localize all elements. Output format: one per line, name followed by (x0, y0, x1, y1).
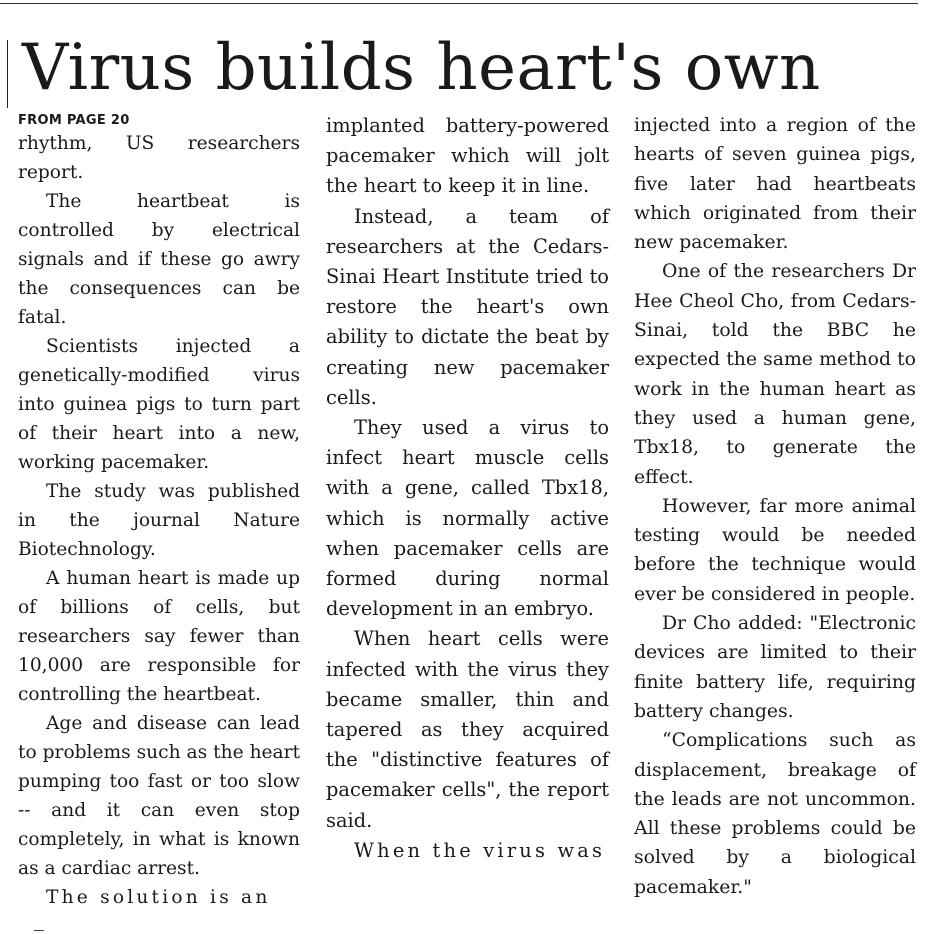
paragraph: A human heart is made up of billions of cells, but researchers say fewer than 10,000 are responsible for controlling the heartbeat. (18, 568, 300, 705)
paragraph: Scientists injected a genetically-modified virus into guinea pigs to turn part of their heart into a new, working pacemaker. (18, 336, 300, 473)
paragraph: “Complications such as displacement, breakage of the leads are not uncommon. All these problems could be solved by a biological pacemaker." (634, 730, 916, 898)
paragraph: The study was published in the journal Nature Biotechnology. (18, 481, 300, 560)
paragraph: However, far more animal testing would be needed before the technique would ever be considered in people. (634, 495, 916, 605)
paragraph: Dr Cho added: "Electronic devices are limited to their finite battery life, requiring battery changes. (634, 613, 916, 722)
paragraph: implanted battery-powered pacemaker which will jolt the heart to keep it in line. (326, 114, 609, 198)
paragraph: When the virus was (354, 838, 606, 862)
bottom-rule (34, 930, 44, 931)
paragraph: One of the researchers Dr Hee Cheol Cho, from Cedars-Sinai, told the BBC he expected the same method to work in the human heart as they used a human gene, Tbx18, to generate the effect. (634, 261, 916, 488)
paragraph: The heartbeat is controlled by electrical signals and if these go awry the consequences can be fatal. (18, 191, 300, 328)
paragraph: rhythm, US researchers report. (18, 133, 300, 183)
paragraph: The solution is an (46, 887, 271, 908)
headline: Virus builds heart's own (22, 31, 821, 105)
paragraph: When heart cells were infected with the virus they became smaller, thin and tapered as they acquired the "distinctive features of pacemaker cells", the report said. (326, 627, 609, 832)
paragraph: Age and disease can lead to problems such as the heart pumping too fast or too slow -- and it can even stop completely, in what is known as a cardiac arrest. (18, 713, 300, 879)
column-1 (18, 111, 300, 912)
column-3 (634, 111, 916, 902)
headline-rule (7, 40, 8, 108)
top-rule (0, 3, 918, 4)
continued-from-kicker: FROM PAGE 20 (18, 113, 130, 128)
paragraph: They used a virus to infect heart muscle cells with a gene, called Tbx18, which is normally active when pacemaker cells are formed during normal development in an embryo. (326, 416, 609, 621)
paragraph: Instead, a team of researchers at the Cedars-Sinai Heart Institute tried to restore the heart's own ability to dictate the beat by creating new pacemaker cells. (326, 204, 609, 409)
column-2 (326, 111, 609, 866)
paragraph: injected into a region of the hearts of seven guinea pigs, five later had heartbeats which originated from their new pacemaker. (634, 115, 916, 254)
